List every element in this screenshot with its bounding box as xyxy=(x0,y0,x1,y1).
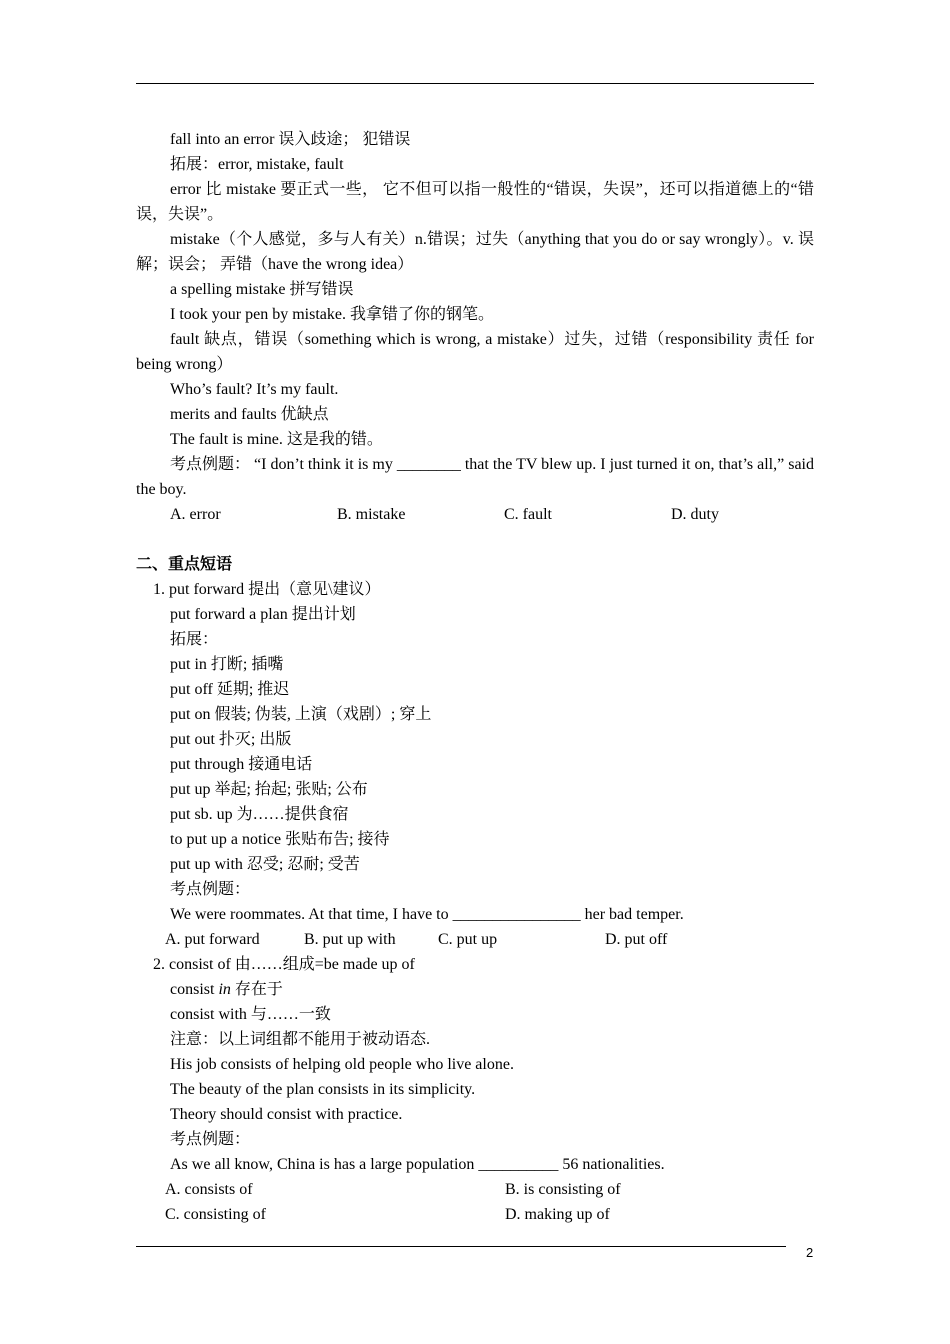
option-b: B. is consisting of xyxy=(505,1181,621,1198)
question-1-options xyxy=(136,502,814,527)
item-2-heading: 2. consist of 由……组成=be made up of xyxy=(153,956,415,973)
text-line: put up 举起; 抬起; 张贴; 公布 xyxy=(170,781,368,798)
text-line: Theory should consist with practice. xyxy=(170,1106,403,1123)
paragraph-fault: fault 缺点，错误（something which is wrong, a mistake）过失，过错（responsibility 责任 for being wrong） xyxy=(136,331,814,373)
text-line xyxy=(136,977,814,1002)
text-line: put through 接通电话 xyxy=(170,756,313,773)
text-line: consist with 与……一致 xyxy=(170,1006,331,1023)
text-line: His job consists of helping old people who live alone. xyxy=(170,1056,514,1073)
question-3-options-row-2 xyxy=(136,1202,814,1227)
text-line: The fault is mine. 这是我的错。 xyxy=(170,431,383,448)
option-c: C. put up xyxy=(438,931,498,948)
option-c: C. fault xyxy=(504,506,552,523)
text-line: fall into an error 误入歧途； 犯错误 xyxy=(170,131,411,148)
text-line: put sb. up 为……提供食宿 xyxy=(170,806,349,823)
option-d: D. put off xyxy=(605,931,668,948)
text-line: 拓展：error, mistake, fault xyxy=(170,156,344,173)
question-3-options-row-1 xyxy=(136,1177,814,1202)
question-2: We were roommates. At that time, I have to ________________ her bad temper. xyxy=(170,906,684,923)
header-rule xyxy=(136,83,814,84)
page-number: 2 xyxy=(806,1245,814,1260)
paragraph-error: error 比 mistake 要正式一些， 它不但可以指一般性的“错误，失误”，还可以指道德上的“错误，失误”。 xyxy=(136,181,814,223)
text-line: put forward a plan 提出计划 xyxy=(170,606,356,623)
option-b: B. put up with xyxy=(304,931,396,948)
option-d: D. duty xyxy=(671,506,719,523)
text-line: put off 延期; 推迟 xyxy=(170,681,290,698)
text-line: merits and faults 优缺点 xyxy=(170,406,329,423)
question-2-options xyxy=(136,927,814,952)
section-title: 二、重点短语 xyxy=(136,556,233,573)
text-line: put on 假装; 伪装, 上演（戏剧）; 穿上 xyxy=(170,706,432,723)
option-a: A. consists of xyxy=(165,1181,253,1198)
paragraph-mistake: mistake（个人感觉，多与人有关）n.错误；过失（anything that you do or say wrongly）。v. 误解；误会； 弄错（have the wrong idea） xyxy=(136,231,814,273)
question-1: 考点例题： “I don’t think it is my ________ that the TV blew up. I just turned it on, that’s all,” said the boy. xyxy=(136,456,814,498)
text-line: a spelling mistake 拼写错误 xyxy=(170,281,354,298)
option-a: A. put forward xyxy=(165,931,260,948)
text-line: Who’s fault? It’s my fault. xyxy=(170,381,339,398)
page-body xyxy=(136,127,814,1227)
text-suffix: 存在于 xyxy=(230,981,283,998)
footer-rule xyxy=(136,1246,786,1247)
text-line: put out 扑灭; 出版 xyxy=(170,731,292,748)
text-prefix: consist xyxy=(170,981,219,998)
option-c: C. consisting of xyxy=(165,1206,266,1223)
text-line: 注意：以上词组都不能用于被动语态. xyxy=(170,1031,431,1048)
option-a: A. error xyxy=(170,506,221,523)
option-d: D. making up of xyxy=(505,1206,610,1223)
text-line: put up with 忍受; 忍耐; 受苦 xyxy=(170,856,360,873)
text-line: 拓展： xyxy=(170,631,219,648)
italic-word: in xyxy=(218,981,231,998)
text-line: put in 打断; 插嘴 xyxy=(170,656,284,673)
question-3: As we all know, China is has a large population __________ 56 nationalities. xyxy=(170,1156,665,1173)
option-b: B. mistake xyxy=(337,506,406,523)
item-1-heading: 1. put forward 提出（意见\建议） xyxy=(153,581,381,598)
text-line: I took your pen by mistake. 我拿错了你的钢笔。 xyxy=(170,306,494,323)
text-line: to put up a notice 张贴布告; 接待 xyxy=(170,831,390,848)
text-line: 考点例题： xyxy=(170,881,251,898)
text-line: The beauty of the plan consists in its simplicity. xyxy=(170,1081,476,1098)
text-line: 考点例题： xyxy=(170,1131,251,1148)
